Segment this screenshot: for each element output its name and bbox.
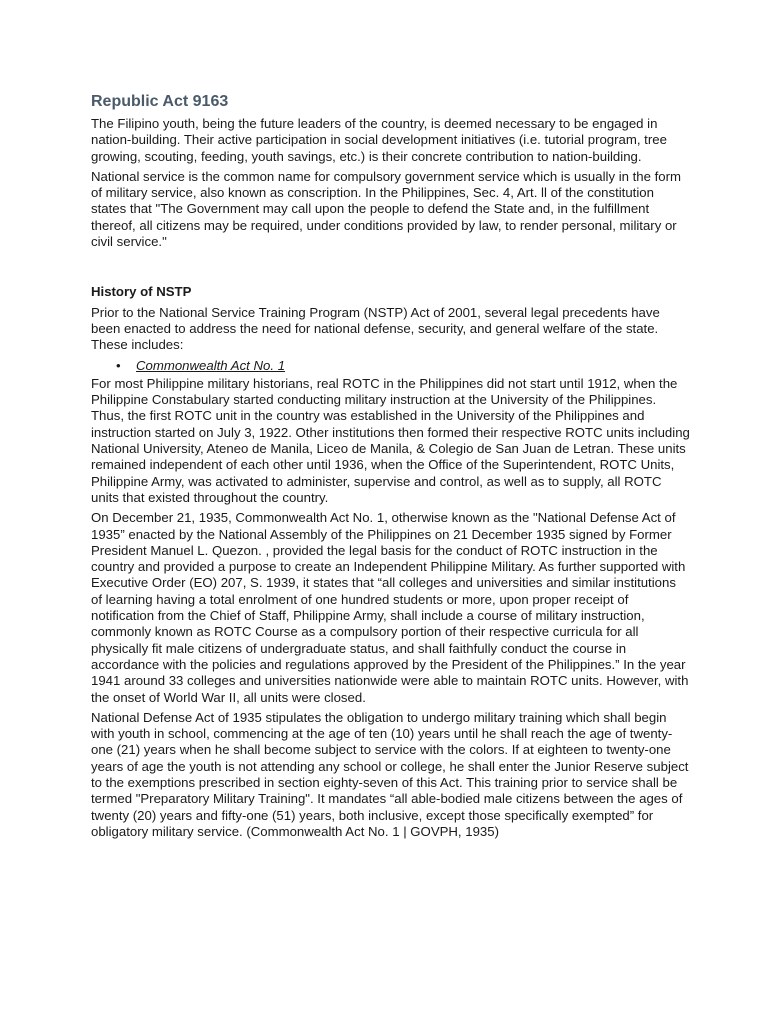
history-paragraph-preparatory-training: National Defense Act of 1935 stipulates the obligation to undergo military training which shall begin with youth in school, commencing at the age of ten (10) years until he shall reach the age of twenty-one (21) years when he shall become subject to service with the colors. If at eighteen to twenty-one years of age the youth is not attending any school or college, he shall enter the Junior Reserve subject to the exemptions prescribed in section eighty-seven of this Act. This training prior to service shall be termed "Preparatory Military Training". It mandates “all able-bodied male citizens between the ages of twenty (20) years and fifty-one (51) years, both inclusive, except those specifically exempted” for obligatory military service. (Commonwealth Act No. 1 | GOVPH, 1935) — [91, 709, 689, 839]
list-item — [116, 357, 690, 374]
commonwealth-act-link[interactable]: Commonwealth Act No. 1 — [136, 357, 286, 373]
intro-paragraph-1: The Filipino youth, being the future leaders of the country, is deemed necessary to be engaged in nation-building. Their active participation in social development initiatives (i.e. tutorial program, tree growing, scouting, feeding, youth savings, etc.) is their concrete contribution to nation-building. — [91, 116, 667, 164]
precedent-list — [91, 358, 690, 374]
history-lead-paragraph: Prior to the National Service Training Program (NSTP) Act of 2001, several legal precedents have been enacted to address the need for national defense, security, and general welfare of the state. These includes: — [91, 304, 660, 353]
history-paragraph-national-defense-act: On December 21, 1935, Commonwealth Act No. 1, otherwise known as the "National Defense Act of 1935” enacted by the National Assembly of the Philippines on 21 December 1935 signed by Former President Manuel L. Quezon. , provided the legal basis for the conduct of ROTC instruction in the country and provided a purpose to create an Independent Philippine Military. As further supported with Executive Order (EO) 207, S. 1939, it states that “all colleges and universities and similar institutions of learning having a total enrolment of one hundred students or more, upon proper receipt of notification from the Chief of Staff, Philippine Army, shall include a course of military instruction, commonly known as ROTC Course as a compulsory portion of their respective curricula for all physically fit male citizens of undergraduate status, and shall faithfully conduct the course in accordance with the policies and regulations approved by the President of the Philippines.” In the year 1941 around 33 colleges and universities nationwide were able to maintain ROTC units. However, with the onset of World War II, all units were closed. — [91, 510, 689, 705]
intro-paragraph-2: National service is the common name for compulsory government service which is usually in the form of military service, also known as conscription. In the Philippines, Sec. 4, Art. ll of the constitution states that "The Government may call upon the people to defend the State and, in the fulfillment thereof, all citizens may be required, under conditions provided by law, to render personal, military or civil service." — [91, 168, 682, 250]
bullet-icon: • — [116, 357, 121, 373]
history-paragraph-rotc-origins: For most Philippine military historians, real ROTC in the Philippines did not start until 1912, when the Philippine Constabulary started conducting military instruction at the University of the Philippines. Thus, the first ROTC unit in the country was established in the University of the Philippines and instruction started on July 3, 1922. Other institutions then formed their respective ROTC units including National University, Ateneo de Manila, Liceo de Manila, & Colegio de San Juan de Letran. These units remained independent of each other until 1936, when the Office of the Superintendent, ROTC Units, Philippine Army, was activated to administer, supervise and control, as well as to supply, all ROTC units that existed throughout the country. — [91, 375, 690, 505]
section-spacer — [91, 254, 690, 284]
page-title: Republic Act 9163 — [91, 93, 229, 110]
history-heading: History of NSTP — [91, 284, 192, 300]
